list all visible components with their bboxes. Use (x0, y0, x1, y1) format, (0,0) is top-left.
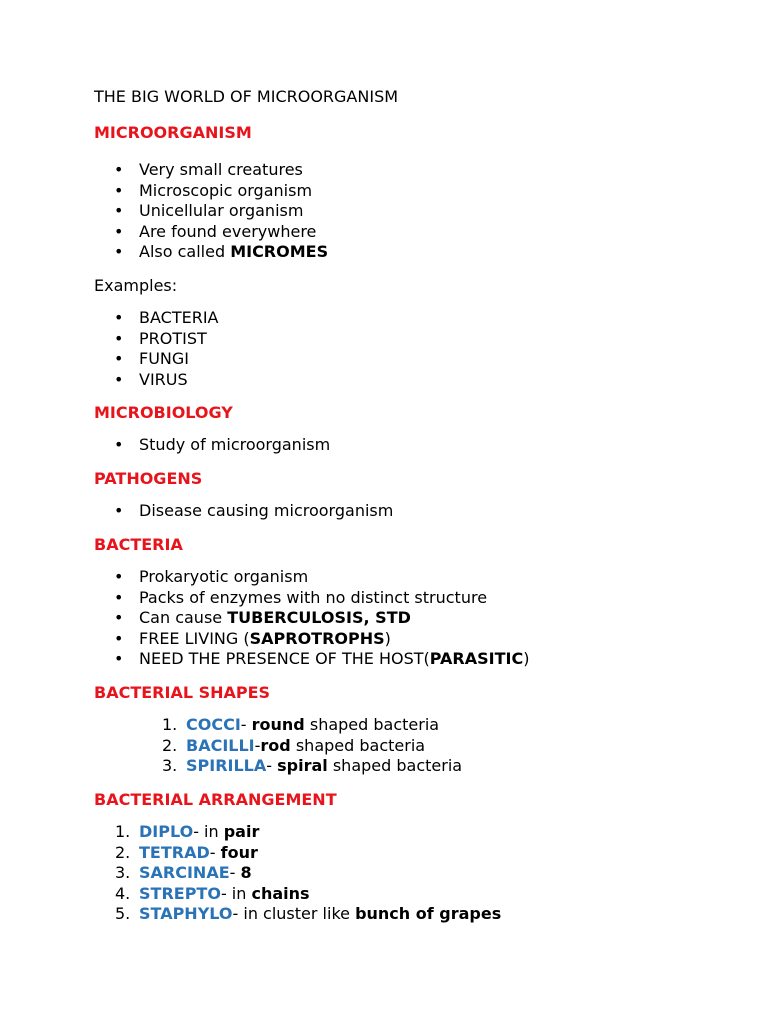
list-item-bold: chains (251, 883, 310, 903)
list-number: 2. (115, 842, 131, 862)
list-item-text: - (229, 863, 241, 883)
list-number: 2. (162, 735, 178, 755)
heading-pathogens: PATHOGENS (94, 469, 203, 488)
list-number: 4. (115, 883, 131, 903)
term-text: SARCINAE (139, 863, 230, 883)
list-item-text: - in cluster like (232, 904, 356, 924)
arrangement-list (94, 822, 501, 925)
list-item: • Packs of enzymes with no distinct structure (94, 588, 529, 609)
list-item: • VIRUS (94, 370, 218, 391)
list-item-text: - (254, 735, 261, 755)
list-item-text: - in (220, 883, 252, 903)
list-number: 1. (162, 715, 178, 734)
list-item-bold: MICROMES (230, 242, 329, 262)
list-item-text: - in (193, 822, 224, 841)
list-item: • BACTERIA (94, 308, 218, 329)
list-number: 1. (115, 822, 131, 841)
list-item (94, 736, 462, 757)
list-item (94, 843, 501, 864)
list-item (94, 608, 529, 629)
list-item-text: NEED THE PRESENCE OF THE HOST( (139, 649, 430, 669)
list-item-bold: pair (223, 822, 260, 841)
list-item (94, 715, 462, 736)
list-item: • PROTIST (94, 329, 218, 350)
bacteria-list (94, 567, 529, 670)
list-number: 3. (162, 756, 178, 776)
list-item (94, 884, 501, 905)
list-number: 5. (115, 904, 131, 924)
examples-list (94, 308, 218, 390)
list-item-text: Also called (139, 242, 231, 262)
pathogens-list (94, 501, 393, 522)
list-item-bold: PARASITIC (429, 649, 524, 669)
term-text: COCCI (186, 715, 241, 734)
list-item-text: ) (384, 628, 391, 648)
list-item-bold: four (220, 842, 258, 862)
list-item-bold: bunch of grapes (355, 904, 502, 924)
list-item: • Microscopic organism (94, 181, 328, 202)
list-item-bold: SAPROTROPHS (249, 628, 385, 648)
list-item (94, 649, 529, 670)
list-item: • Disease causing microorganism (94, 501, 393, 522)
list-item-text: shaped bacteria (290, 735, 426, 755)
list-item-text: ) (523, 649, 530, 669)
term-text: STAPHYLO (139, 904, 233, 924)
heading-bacterial-shapes: BACTERIAL SHAPES (94, 683, 271, 702)
document-title: THE BIG WORLD OF MICROORGANISM (94, 87, 399, 106)
list-item: • FUNGI (94, 349, 218, 370)
microorganism-list (94, 160, 328, 263)
list-item-text: - (209, 842, 221, 862)
list-item: • Prokaryotic organism (94, 567, 529, 588)
heading-bacteria: BACTERIA (94, 535, 183, 554)
list-item-text: - (266, 756, 278, 776)
list-item-bold: 8 (240, 863, 252, 883)
list-number: 3. (115, 863, 131, 883)
microbiology-list (94, 435, 330, 456)
heading-bacterial-arrangement: BACTERIAL ARRANGEMENT (94, 790, 337, 809)
list-item (94, 242, 328, 263)
list-item (94, 756, 462, 777)
list-item-bold: spiral (277, 756, 328, 776)
list-item (94, 629, 529, 650)
list-item (94, 822, 501, 843)
list-item-bold: rod (260, 735, 291, 755)
list-item-text: shaped bacteria (327, 756, 463, 776)
term-text: SPIRILLA (186, 756, 267, 776)
list-item: • Are found everywhere (94, 222, 328, 243)
term-text: TETRAD (139, 842, 210, 862)
term-text: BACILLI (186, 735, 255, 755)
list-item (94, 904, 501, 925)
term-text: DIPLO (139, 822, 194, 841)
list-item: • Study of microorganism (94, 435, 330, 456)
heading-microorganism: MICROORGANISM (94, 123, 252, 142)
heading-microbiology: MICROBIOLOGY (94, 403, 233, 422)
list-item-bold: round (251, 715, 305, 734)
shapes-list (94, 715, 462, 777)
term-text: STREPTO (139, 883, 221, 903)
list-item-bold: TUBERCULOSIS, STD (227, 608, 411, 628)
list-item: • Very small creatures (94, 160, 328, 181)
list-item-text: FREE LIVING ( (139, 628, 250, 648)
examples-label: Examples: (94, 276, 178, 295)
list-item: • Unicellular organism (94, 201, 328, 222)
list-item-text: Can cause (139, 608, 228, 628)
list-item-text: - (240, 715, 252, 734)
list-item-text: shaped bacteria (304, 715, 440, 734)
list-item (94, 863, 501, 884)
